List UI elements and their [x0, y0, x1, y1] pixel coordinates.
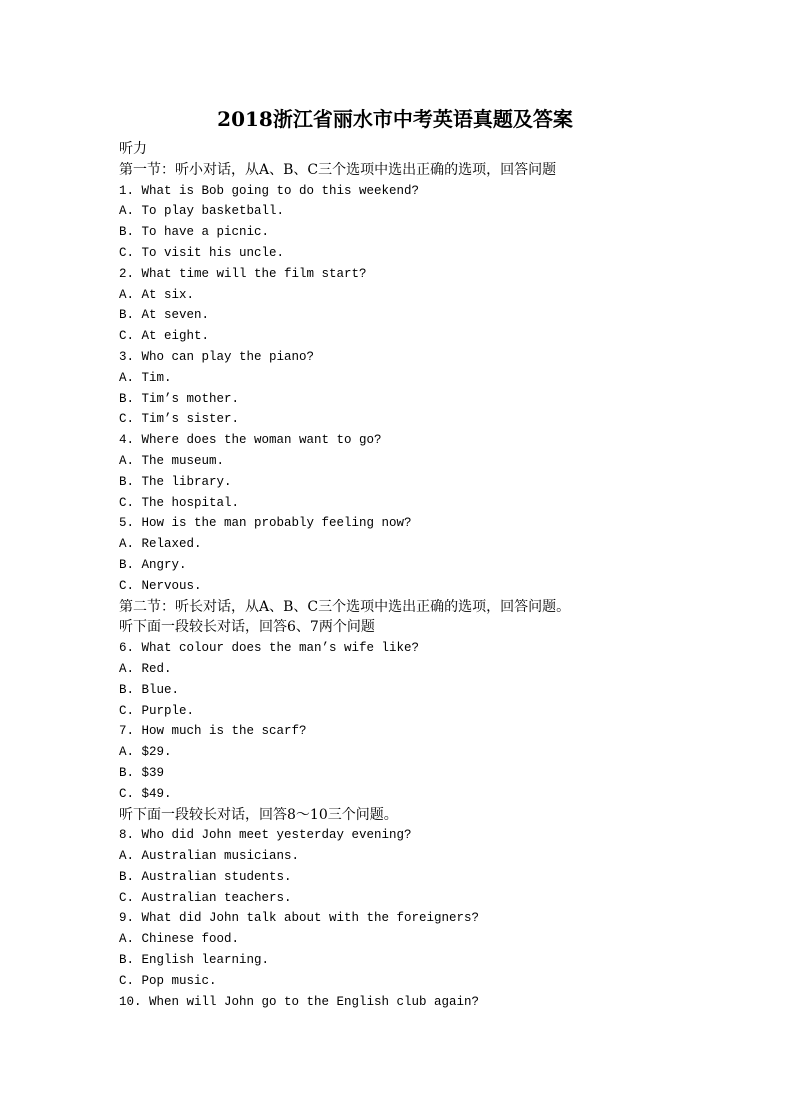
question-line: 7. How much is the scarf? [119, 724, 307, 739]
question-line: B. $39 [119, 765, 165, 780]
question-line: 6. What colour does the man’s wife like? [119, 641, 420, 656]
section-heading-line: 第一节：听小对话，从A、B、C三个选项中选出正确的选项，回答问题 [119, 161, 557, 178]
question-line: C. Nervous. [119, 578, 202, 593]
question-line: B. Australian students. [119, 869, 292, 884]
question-line: 9. What did John talk about with the foreigners? [119, 911, 480, 926]
question-line: B. At seven. [119, 308, 210, 323]
document-body [119, 139, 719, 1012]
question-line: 3. Who can play the piano? [119, 349, 315, 364]
question-line: C. Australian teachers. [119, 890, 292, 905]
question-line: B. The library. [119, 474, 232, 489]
question-line: C. The hospital. [119, 495, 240, 510]
question-line: C. Purple. [119, 703, 195, 718]
question-line: C. At eight. [119, 329, 210, 344]
question-line: C. To visit his uncle. [119, 245, 285, 260]
section-heading-line: 听下面一段较长对话，回答8～10三个问题。 [119, 806, 398, 823]
question-line: C. Pop music. [119, 973, 217, 988]
question-line: 5. How is the man probably feeling now? [119, 516, 412, 531]
question-line: A. At six. [119, 287, 195, 302]
question-line: B. English learning. [119, 953, 270, 968]
question-line: C. $49. [119, 786, 172, 801]
question-line: A. Australian musicians. [119, 849, 300, 864]
question-line: B. Blue. [119, 682, 180, 697]
question-line: 10. When will John go to the English club again? [119, 994, 480, 1009]
question-line: B. Angry. [119, 557, 187, 572]
question-line: A. Red. [119, 661, 172, 676]
question-line: B. To have a picnic. [119, 225, 270, 240]
question-line: A. The museum. [119, 453, 225, 468]
question-line: A. Tim. [119, 370, 172, 385]
question-line: 1. What is Bob going to do this weekend? [119, 183, 420, 198]
section-heading-line: 听下面一段较长对话，回答6、7两个问题 [119, 619, 375, 636]
question-line: C. Tim’s sister. [119, 412, 240, 427]
question-line: A. To play basketball. [119, 204, 285, 219]
document-title: 2018浙江省丽水市中考英语真题及答案 [217, 107, 573, 131]
question-line: B. Tim’s mother. [119, 391, 240, 406]
question-line: A. Chinese food. [119, 932, 240, 947]
question-line: 8. Who did John meet yesterday evening? [119, 828, 412, 843]
section-heading-line: 听力 [119, 141, 147, 157]
question-line: A. $29. [119, 745, 172, 760]
section-heading-line: 第二节：听长对话，从A、B、C三个选项中选出正确的选项，回答问题。 [119, 598, 571, 615]
question-line: 2. What time will the film start? [119, 266, 367, 281]
question-line: 4. Where does the woman want to go? [119, 433, 382, 448]
question-line: A. Relaxed. [119, 537, 202, 552]
